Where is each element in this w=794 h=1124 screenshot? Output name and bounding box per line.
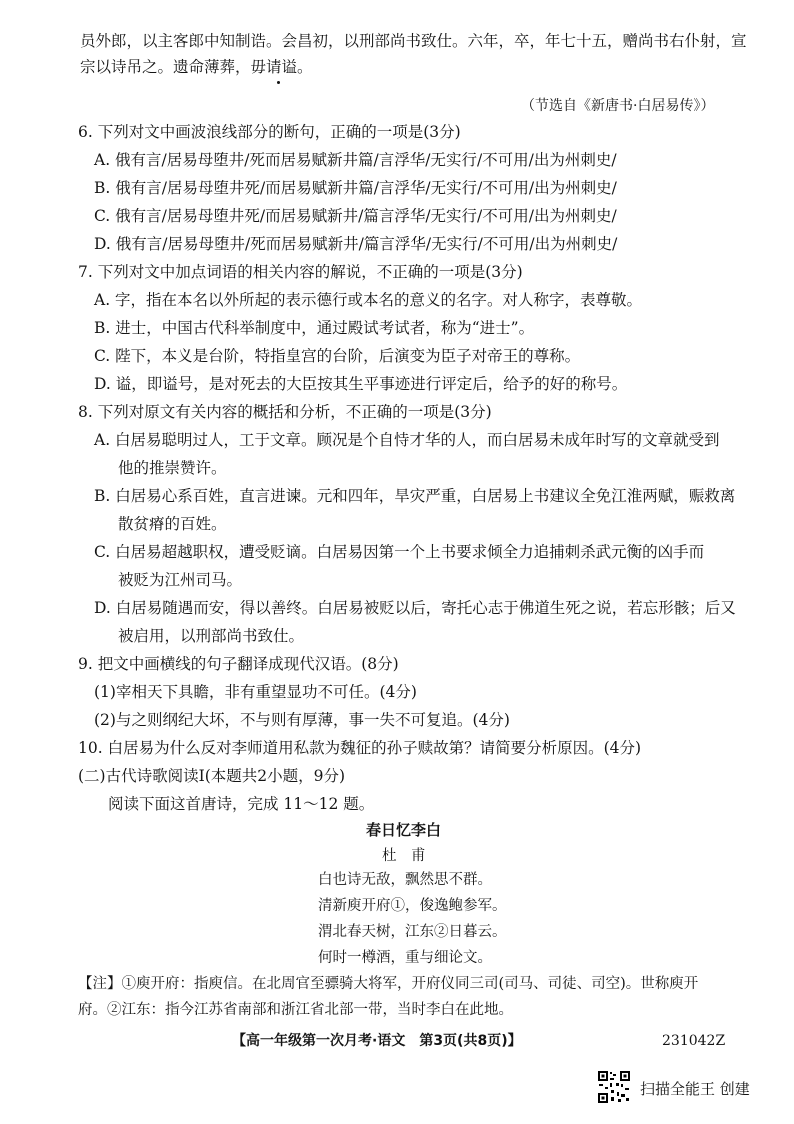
q6-option-c: C. 俄有言/居易母堕井死/而居易赋新井/篇言浮华/无实行/不可用/出为州刺史/ [94,207,617,225]
poem-line-4: 何时一樽酒，重与细论文。 [318,950,492,966]
poem-line-3: 渭北春天树，江东②日暮云。 [318,924,507,940]
q6-option-d: D. 俄有言/居易母堕井/死而居易赋新井/篇言浮华/无实行/不可用/出为州刺史/ [94,235,618,253]
passage-source: （节选自《新唐书·白居易传》） [521,98,715,114]
section2-heading: (二)古代诗歌阅读Ⅰ(本题共2小题，9分) [78,767,346,785]
q7-stem: 7. 下列对文中加点词语的相关内容的解说，不正确的一项是(3分) [78,263,523,281]
q7-option-c: C. 陛下，本义是台阶，特指皇宫的台阶，后演变为臣子对帝王的尊称。 [94,347,581,365]
q8-option-c-line1: C. 白居易超越职权，遭受贬谪。白居易因第一个上书要求倾全力追捕刺杀武元衡的凶手而 [94,543,705,561]
q10-stem: 10. 白居易为什么反对李师道用私款为魏征的孙子赎故第？请简要分析原因。(4分) [78,739,642,757]
q8-option-a-line2: 他的推崇赞许。 [118,459,227,477]
q8-option-c-line2: 被贬为江州司马。 [118,571,243,589]
notes-line-1: 【注】①庾开府：指庾信。在北周官至骠骑大将军，开府仪同三司(司马、司徒、司空)。世称庾开 [78,976,699,992]
q7-option-d: D. 谥，即谥号，是对死去的大臣按其生平事迹进行评定后，给予的好的称号。 [94,375,628,393]
q8-option-d-line1: D. 白居易随遇而安，得以善终。白居易被贬以后，寄托心志于佛道生死之说，若忘形骸；后又 [94,599,736,617]
q8-stem: 8. 下列对原文有关内容的概括和分析，不正确的一项是(3分) [78,403,492,421]
q7-option-a: A. 字，指在本名以外所起的表示德行或本名的意义的名字。对人称字，表尊敬。 [94,291,643,309]
watermark-text: 扫描全能王 创建 [640,1080,750,1098]
poem-author: 杜 甫 [382,848,426,864]
poem-line-2: 清新庾开府①，俊逸鲍参军。 [318,898,507,914]
notes-line-2: 府。②江东：指今江苏省南部和浙江省北部一带，当时李白在此地。 [78,1002,513,1018]
poem-title: 春日忆李白 [366,821,442,839]
q6-option-a: A. 俄有言/居易母堕井/死而居易赋新井篇/言浮华/无实行/不可用/出为州刺史/ [94,151,617,169]
q9-item-1: (1)宰相天下具瞻，非有重望显功不可任。(4分) [94,683,417,701]
footer-page-info: 【高一年级第一次月考·语文 第3页(共8页)】 [232,1033,522,1049]
footer-code: 231042Z [662,1033,726,1049]
q8-option-b-line2: 散贫瘠的百姓。 [118,515,227,533]
q7-option-b: B. 进士，中国古代科举制度中，通过殿试考试者，称为“进士”。 [94,319,535,337]
passage-line-1: 员外郎，以主客郎中知制诰。会昌初，以刑部尚书致仕。六年，卒，年七十五，赠尚书右仆射，宣 [80,32,747,50]
qr-code-icon [597,1070,631,1104]
q8-option-d-line2: 被启用，以刑部尚书致仕。 [118,627,305,645]
poem-line-1: 白也诗无敌，飘然思不群。 [318,872,492,888]
q6-option-b: B. 俄有言/居易母堕井死/而居易赋新井篇/言浮华/无实行/不可用/出为州刺史/ [94,179,617,197]
q6-stem: 6. 下列对文中画波浪线部分的断句，正确的一项是(3分) [78,123,461,141]
q8-option-a-line1: A. 白居易聪明过人，工于文章。顾况是个自恃才华的人，而白居易未成年时写的文章就受到 [94,431,720,449]
passage-line-2: 宗以诗吊之。遗命薄葬，毋请谥。 [80,58,313,76]
q9-item-2: (2)与之则纲纪大坏，不与则有厚薄，事一失不可复追。(4分) [94,711,510,729]
q8-option-b-line1: B. 白居易心系百姓，直言进谏。元和四年，旱灾严重，白居易上书建议全免江淮两赋，赈救离 [94,487,736,505]
section2-intro: 阅读下面这首唐诗，完成 11～12 题。 [108,795,375,813]
q9-stem: 9. 把文中画横线的句子翻译成现代汉语。(8分) [78,655,399,673]
emphasis-dot [277,81,280,84]
